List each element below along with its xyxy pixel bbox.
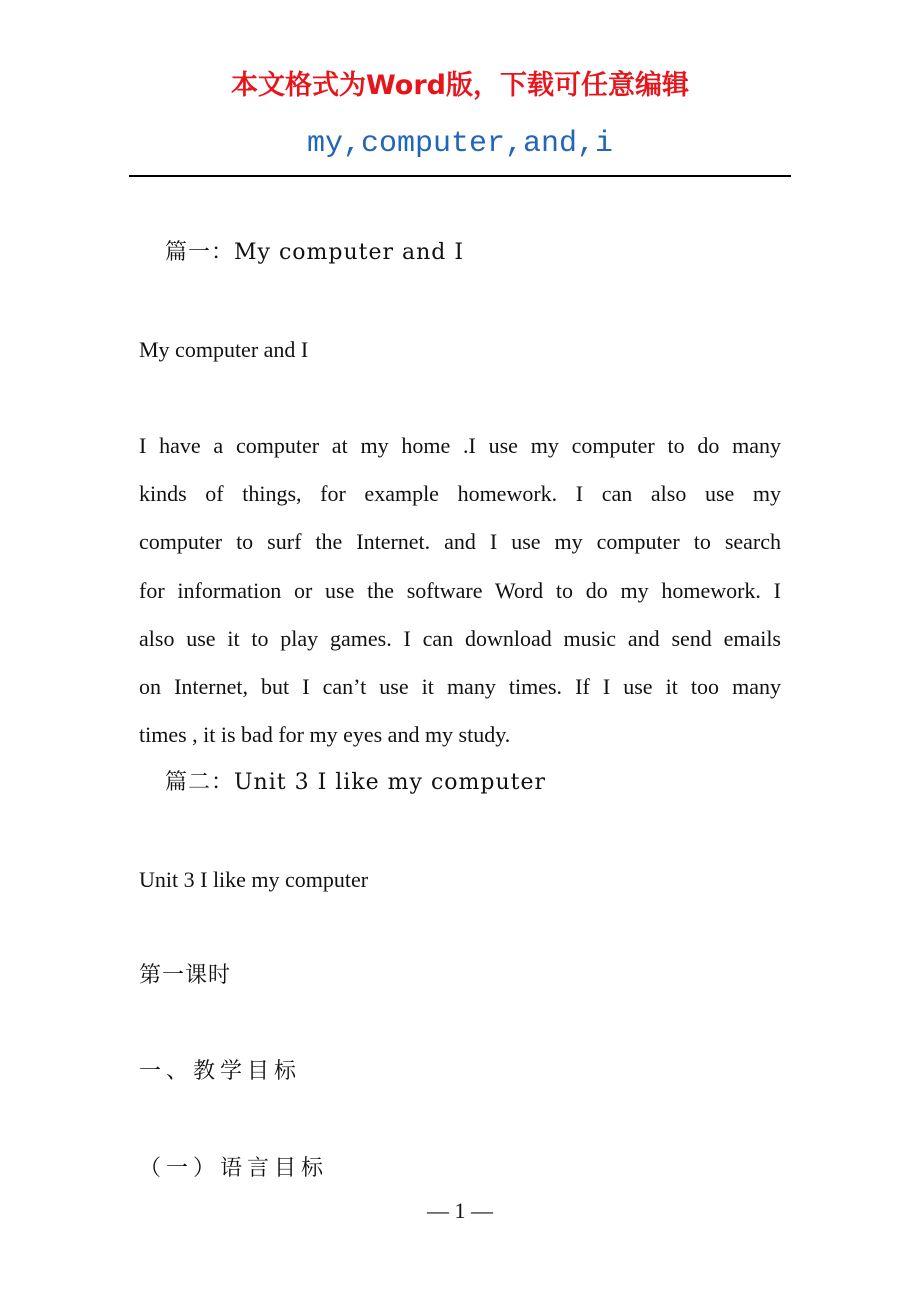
- section1-paragraph: [139, 428, 781, 765]
- page-number: — 1 —: [427, 1198, 493, 1223]
- paragraph-line: also use it to play games. I can download music and send emails: [139, 625, 781, 651]
- title-divider: [129, 175, 791, 177]
- paragraph-line: I have a computer at my home .I use my computer to do many: [139, 433, 781, 458]
- lesson-label: 第一课时: [139, 963, 232, 988]
- paragraph-line: for information or use the software Word to do my homework. I: [139, 577, 781, 603]
- section1-heading: 篇一：My computer and I: [165, 240, 465, 265]
- section2-subtitle: Unit 3 I like my computer: [139, 867, 369, 892]
- language-goal-heading: （一）语言目标: [139, 1156, 329, 1181]
- format-notice-banner: 本文格式为Word版，下载可任意编辑: [230, 70, 689, 101]
- paragraph-line: on Internet, but I can’t use it many times. If I use it too many: [139, 673, 781, 699]
- paragraph-line: kinds of things, for example homework. I can also use my: [139, 481, 781, 507]
- document-title: my,computer,and,i: [306, 127, 614, 161]
- teaching-goal-heading: 一、教学目标: [139, 1059, 302, 1084]
- section2-heading: 篇二：Unit 3 I like my computer: [165, 770, 547, 795]
- paragraph-line: computer to surf the Internet. and I use my computer to search: [139, 529, 781, 555]
- section1-subtitle: My computer and I: [139, 337, 309, 362]
- paragraph-line: times , it is bad for my eyes and my study.: [139, 722, 511, 748]
